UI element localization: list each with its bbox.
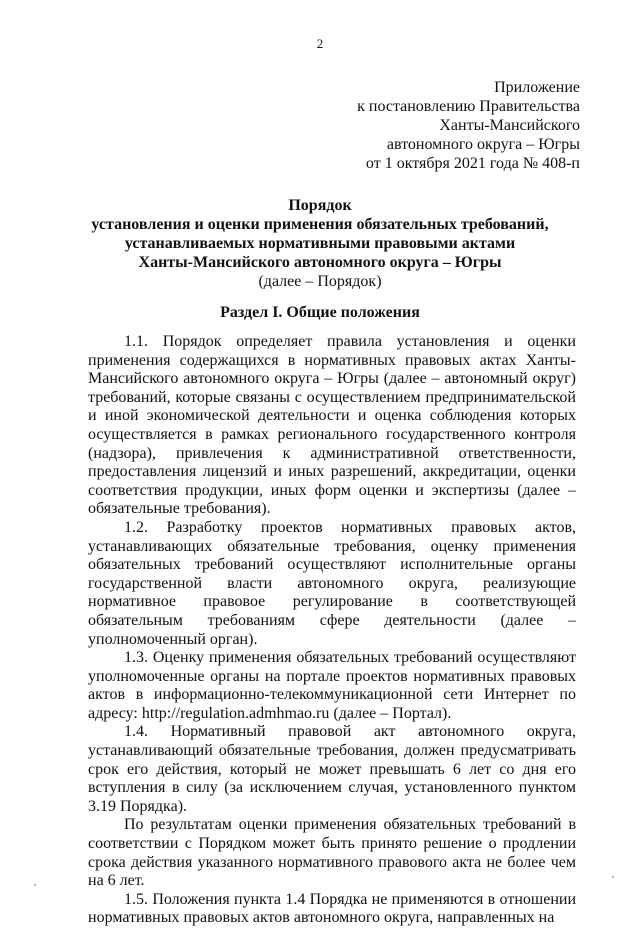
document-body [88,333,576,928]
document-title [60,196,580,291]
title-note: (далее – Порядок) [258,273,382,290]
section-heading: Раздел I. Общие положения [220,304,420,321]
paragraph-1-4: 1.4. Нормативный правовой акт автономного округа, устанавливающий обязательные требования, должен предусматривать срок его действия, который не может превышать 6 лет со дня его вступления в силу (за исключением случая, установленного пунктом 3.19 Порядка). [88,723,576,815]
appendix-line: Приложение [494,79,580,96]
title-line: установления и оценки применения обязательных требований, [91,216,549,233]
appendix-line: к постановлению Правительства [357,98,580,115]
paragraph-1-2: 1.2. Разработку проектов нормативных правовых актов, устанавливающих обязательные требования, оценку применения обязательных требований осуществляют исполнительные органы государственной власти автономного округа, реализующие нормативное правовое регулирование в соответствующей обязательным требованиям сфере деятельности (далее – уполномоченный орган). [88,518,576,648]
scan-speck [612,876,614,878]
title-line: устанавливаемых нормативными правовыми актами [124,235,516,252]
title-line: Ханты-Мансийского автономного округа – Югры [138,254,502,271]
appendix-line: автономного округа – Югры [386,136,580,153]
page-number: 2 [316,36,324,51]
appendix-line: от 1 октября 2021 года № 408-п [365,155,580,172]
paragraph-1-3: 1.3. Оценку применения обязательных требований осуществляют уполномоченные органы на портале проектов нормативных правовых актов в информационно-телекоммуникационной сети Интернет по адресу: http://regulation.admhmao.ru (далее – Портал). [88,649,576,722]
paragraph-1-4-continued: По результатам оценки применения обязательных требований в соответствии с Порядком может быть принято решение о продлении срока действия указанного нормативного правового акта не более чем на 6 лет. [88,816,576,890]
paragraph-1-5: 1.5. Положения пункта 1.4 Порядка не применяются в отношении нормативных правовых актов автономного округа, направленных на [88,890,576,927]
paragraph-1-1: 1.1. Порядок определяет правила установления и оценки применения содержащихся в нормативных правовых актах Ханты-Мансийского автономного округа – Югры (далее – автономный округ) требований, которые связаны с осуществлением предпринимательской и иной экономической деятельности и оценка соблюдения которых осуществляется в рамках регионального государственного контроля (надзора), привлечения к административной ответственности, предоставления лицензий и иных разрешений, аккредитации, оценки соответствия продукции, иных форм оценки и экспертизы (далее – обязательные требования). [88,333,576,518]
scan-speck [34,884,36,886]
title-heading: Порядок [288,197,352,214]
appendix-line: Ханты-Мансийского [439,117,580,134]
appendix-block [357,78,580,173]
